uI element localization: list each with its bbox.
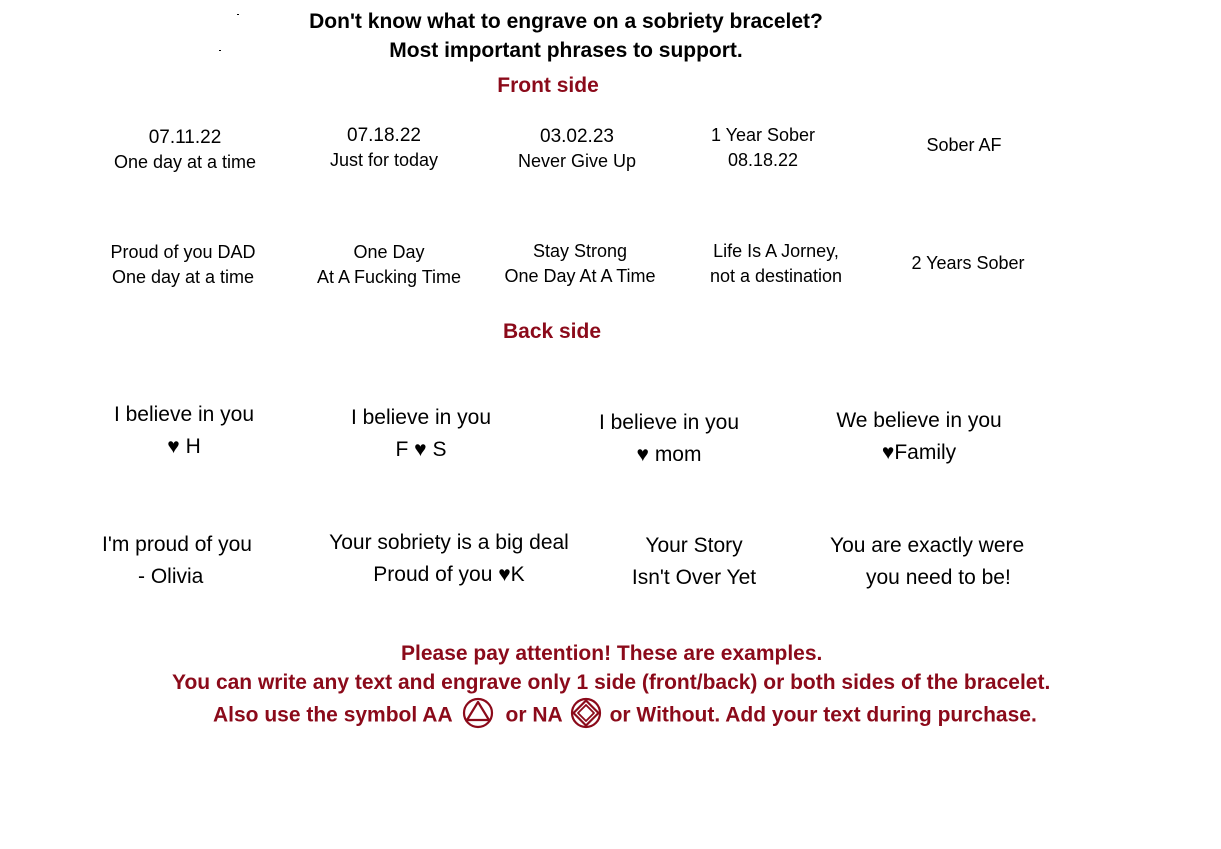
front-item-line-2: At A Fucking Time	[316, 267, 462, 287]
back-item-line-1: I believe in you	[350, 406, 492, 429]
front-item-line-1: Proud of you DAD	[110, 242, 256, 262]
front-item-line-1: 2 Years Sober	[911, 253, 1025, 273]
back-item-line-1: We believe in you	[836, 409, 1002, 432]
back-item-1	[114, 399, 254, 463]
front-item-9	[710, 239, 842, 289]
front-item-4	[711, 123, 815, 173]
back-item-line-2: you need to be!	[866, 566, 1011, 589]
front-item-line-2: One day at a time	[111, 267, 255, 287]
front-item-line-2: One day at a time	[113, 152, 257, 172]
front-item-7	[317, 240, 461, 290]
na-diamond-in-circle-icon	[570, 697, 602, 735]
back-item-line-1: I'm proud of you	[102, 533, 252, 556]
back-item-2	[351, 402, 491, 466]
front-item-line-1: Life Is A Jorney,	[713, 241, 839, 261]
notice-aa-text: Also use the symbol AA	[213, 703, 452, 727]
stray-dot	[219, 50, 221, 51]
back-item-line-1: Your sobriety is a big deal	[329, 531, 569, 554]
front-item-1	[114, 125, 256, 175]
back-item-line-2: - Olivia	[138, 565, 204, 588]
back-item-8	[830, 530, 1024, 594]
back-item-line-1: Your Story	[645, 534, 743, 557]
front-item-10	[911, 251, 1024, 276]
front-item-3	[518, 124, 636, 174]
title-line-1: Don't know what to engrave on a sobriety bracelet?	[309, 10, 823, 33]
back-item-3	[599, 407, 739, 471]
front-item-line-2: 08.18.22	[727, 150, 799, 170]
front-item-line-1: 1 Year Sober	[710, 125, 816, 145]
back-side-heading: Back side	[502, 320, 602, 343]
notice-tail-text: or Without. Add your text during purchase.	[609, 703, 1037, 727]
back-item-6	[329, 527, 569, 591]
back-item-line-2: ♥Family	[881, 441, 957, 464]
back-item-line-2: ♥ H	[167, 435, 201, 458]
front-item-line-1: Stay Strong	[532, 241, 628, 261]
title-line-2: Most important phrases to support.	[389, 39, 743, 62]
back-item-line-2: F ♥ S	[395, 438, 447, 461]
back-item-line-1: I believe in you	[598, 411, 740, 434]
front-item-line-2: One Day At A Time	[504, 266, 656, 286]
front-item-line-2: Never Give Up	[517, 151, 637, 171]
back-item-5	[102, 529, 252, 593]
front-item-line-1: 03.02.23	[540, 126, 614, 147]
back-item-line-2: ♥ mom	[636, 443, 702, 466]
notice-line-1: Please pay attention! These are examples.	[401, 642, 823, 665]
aa-triangle-in-circle-icon	[462, 697, 494, 735]
front-item-line-1: One Day	[353, 242, 425, 262]
front-item-5	[926, 133, 1001, 158]
back-item-7	[632, 530, 756, 594]
notice-line-3	[213, 697, 1037, 735]
notice-line-2: You can write any text and engrave only 1 side (front/back) or both sides of the bracelet.	[172, 671, 1051, 694]
back-item-line-2: Isn't Over Yet	[631, 566, 757, 589]
front-item-line-2: not a destination	[709, 266, 843, 286]
back-item-4	[836, 405, 1001, 469]
back-item-line-2: Proud of you ♥K	[373, 563, 525, 586]
front-item-line-1: 07.18.22	[347, 125, 421, 146]
front-item-line-1: Sober AF	[926, 135, 1002, 155]
page-title	[309, 7, 823, 65]
front-item-2	[330, 123, 438, 173]
front-item-8	[504, 239, 655, 289]
front-side-heading: Front side	[497, 74, 599, 97]
notice-na-text: or NA	[505, 703, 562, 727]
front-item-line-2: Just for today	[329, 150, 439, 170]
stray-dot	[237, 14, 239, 15]
front-item-line-1: 07.11.22	[148, 127, 222, 148]
back-item-line-1: I believe in you	[113, 403, 255, 426]
front-item-6	[110, 240, 255, 290]
back-item-line-1: You are exactly were	[830, 534, 1025, 557]
